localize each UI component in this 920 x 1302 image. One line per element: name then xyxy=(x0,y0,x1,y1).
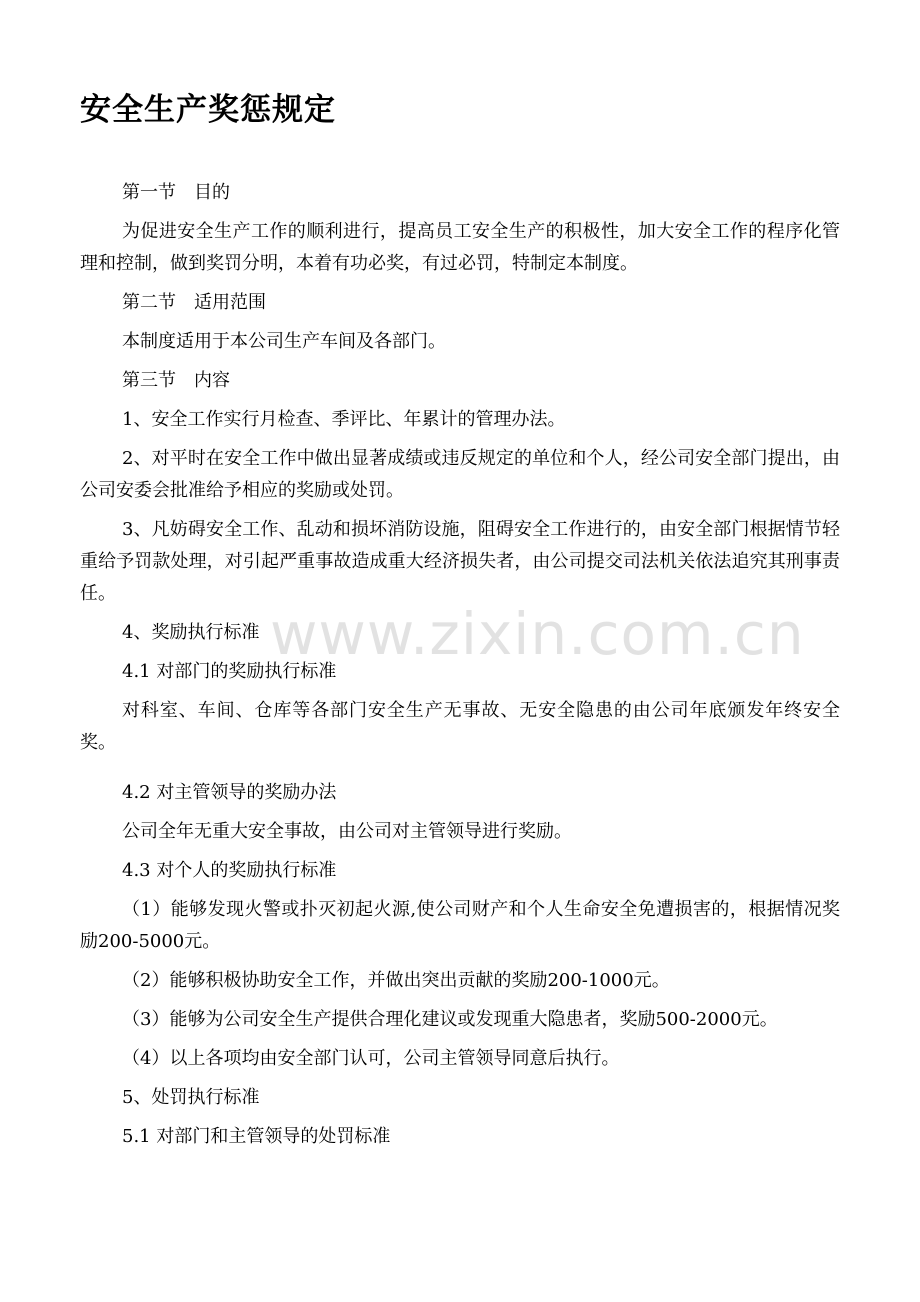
document-page xyxy=(80,88,840,1160)
paragraph-item-4-1-heading: 4.1 对部门的奖励执行标准 xyxy=(122,661,337,682)
paragraph-purpose: 为促进安全生产工作的顺利进行，提高员工安全生产的积极性，加大安全工作的程序化管理和控制，做到奖罚分明，本着有功必奖，有过必罚，特制定本制度。 xyxy=(80,221,840,274)
paragraph-item-4-3-2: （2）能够积极协助安全工作，并做出突出贡献的奖励200-1000元。 xyxy=(122,970,670,991)
paragraph-item-4-2-heading: 4.2 对主管领导的奖励办法 xyxy=(122,782,337,803)
paragraph-item-4-2-body: 公司全年无重大安全事故，由公司对主管领导进行奖励。 xyxy=(122,821,572,842)
watermark: www.zixin.com.cn xyxy=(270,600,805,668)
paragraph-item-3: 3、凡妨碍安全工作、乱动和损坏消防设施，阻碍安全工作进行的，由安全部门根据情节轻重给予罚款处理，对引起严重事故造成重大经济损失者，由公司提交司法机关依法追究其刑事责任。 xyxy=(80,519,840,604)
section-heading-content: 第三节 内容 xyxy=(122,370,230,391)
paragraph-item-4-heading: 4、奖励执行标准 xyxy=(122,622,260,643)
paragraph-item-4-3-3: （3）能够为公司安全生产提供合理化建议或发现重大隐患者，奖励500-2000元。 xyxy=(122,1009,778,1030)
document-title: 安全生产奖惩规定 xyxy=(80,92,336,128)
section-heading-scope: 第二节 适用范围 xyxy=(122,292,266,313)
paragraph-item-1: 1、安全工作实行月检查、季评比、年累计的管理办法。 xyxy=(122,409,566,430)
paragraph-scope: 本制度适用于本公司生产车间及各部门。 xyxy=(122,331,446,352)
section-heading-purpose: 第一节 目的 xyxy=(122,182,230,203)
paragraph-item-5-1-heading: 5.1 对部门和主管领导的处罚标准 xyxy=(122,1126,391,1147)
paragraph-item-4-3-heading: 4.3 对个人的奖励执行标准 xyxy=(122,860,337,881)
paragraph-item-4-3-4: （4）以上各项均由安全部门认可，公司主管领导同意后执行。 xyxy=(122,1048,620,1069)
paragraph-item-4-1-body: 对科室、车间、仓库等各部门安全生产无事故、无安全隐患的由公司年底颁发年终安全奖。 xyxy=(80,700,840,753)
paragraph-item-2: 2、对平时在安全工作中做出显著成绩或违反规定的单位和个人，经公司安全部门提出，由公司安委会批准给予相应的奖励或处罚。 xyxy=(80,448,840,501)
paragraph-item-4-3-1: （1）能够发现火警或扑灭初起火源,使公司财产和个人生命安全免遭损害的，根据情况奖励200-5000元。 xyxy=(80,899,840,952)
paragraph-item-5-heading: 5、处罚执行标准 xyxy=(122,1087,260,1108)
